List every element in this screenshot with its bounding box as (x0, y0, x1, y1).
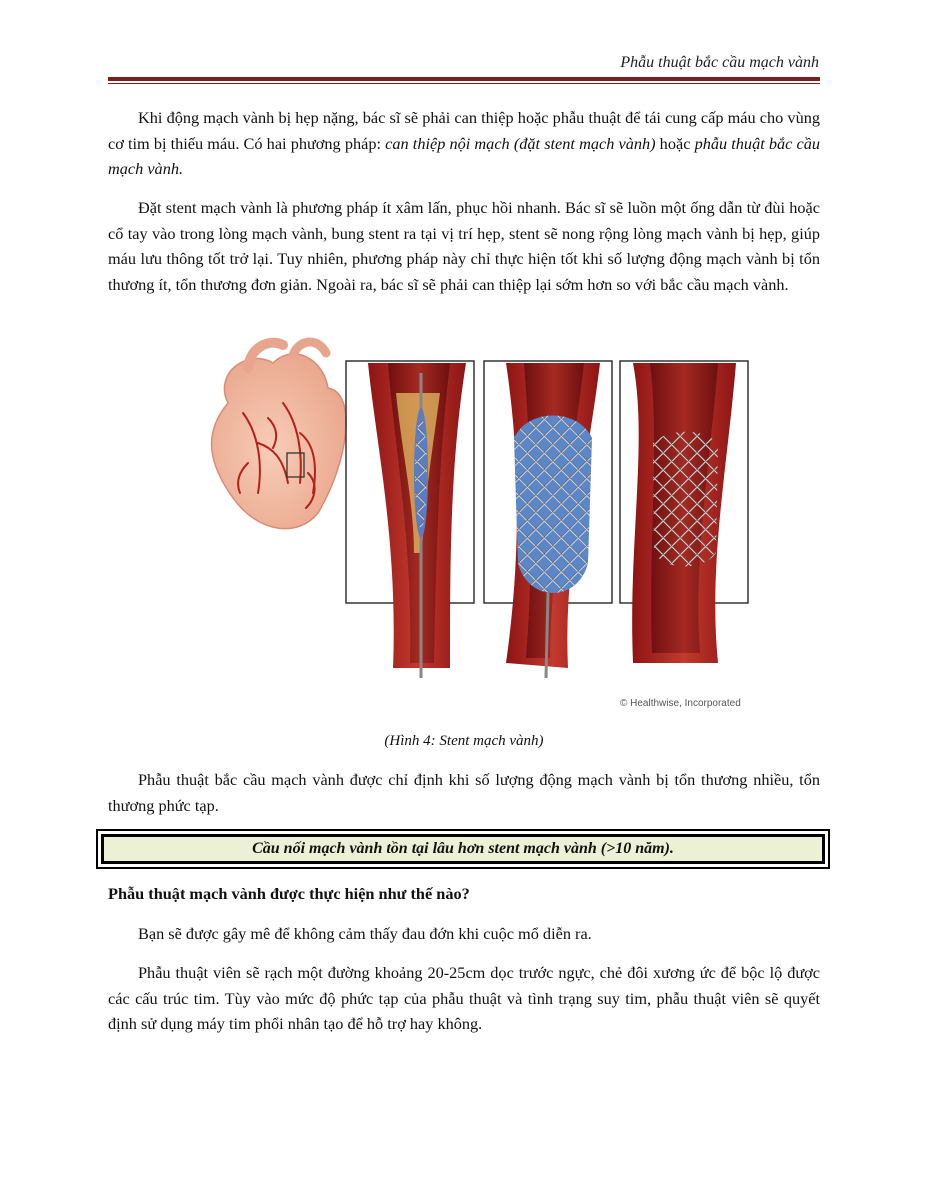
note-text: Cầu nối mạch vành tồn tại lâu hơn stent mạch vành (>10 năm). (101, 834, 825, 864)
heart-illustration (212, 342, 347, 529)
stent-panel-3 (632, 363, 736, 663)
stent-figure (188, 333, 768, 718)
figure-credit: © Healthwise, Incorporated (620, 698, 741, 709)
header-title: Phẫu thuật bắc cầu mạch vành (620, 54, 819, 71)
paragraph-procedure: Phẫu thuật viên sẽ rạch một đường khoảng 20-25cm dọc trước ngực, chẻ đôi xương ức để bộc lộ được các cấu trúc tim. Tùy vào mức độ phức tạp của phẫu thuật và tình trạng suy tim, phẫu thuật viên sẽ quyết định sử dụng máy tim phổi nhân tạo để hỗ trợ hay không. (108, 963, 820, 1033)
stent-panel-2 (506, 363, 600, 678)
stent-panel-1 (368, 363, 466, 678)
intro-text-a: Khi động mạch vành bị hẹp nặng, bác sĩ sẽ phải can thiệp hoặc phẫu thuật để tái cung cấp máu cho vùng cơ tim bị thiếu máu. Có hai phương pháp: (108, 108, 820, 153)
header-rule-thick (108, 77, 820, 81)
note-box (96, 829, 830, 869)
intro-italic-a: can thiệp nội mạch (đặt stent mạch vành) (385, 133, 656, 153)
section-heading: Phẫu thuật mạch vành được thực hiện như thế nào? (108, 884, 470, 903)
intro-italic-b: phẫu thuật bắc cầu mạch vành. (108, 133, 821, 178)
paragraph-anesthesia: Bạn sẽ được gây mê để không cảm thấy đau đớn khi cuộc mổ diễn ra. (138, 924, 592, 943)
paragraph-stent: Đặt stent mạch vành là phương pháp ít xâm lấn, phục hồi nhanh. Bác sĩ sẽ luồn một ống dẫn từ đùi hoặc cổ tay vào trong lòng mạch vành, bung stent ra tại vị trí hẹp, stent sẽ nong rộng lòng mạch vành bị hẹp, giúp máu lưu thông tốt trở lại. Tuy nhiên, phương pháp này chỉ thực hiện tốt khi số lượng động mạch vành bị tổn thương ít, tổn thương đơn giản. Ngoài ra, bác sĩ sẽ phải can thiệp lại sớm hơn so với bắc cầu mạch vành. (108, 198, 820, 294)
header-rule-thin (108, 83, 820, 84)
paragraph-bypass: Phẫu thuật bắc cầu mạch vành được chỉ định khi số lượng động mạch vành bị tổn thương nhiều, tổn thương phức tạp. (108, 770, 820, 815)
intro-text-b: hoặc (655, 133, 695, 153)
paragraph-intro (108, 105, 820, 182)
figure-caption: (Hình 4: Stent mạch vành) (384, 733, 544, 749)
